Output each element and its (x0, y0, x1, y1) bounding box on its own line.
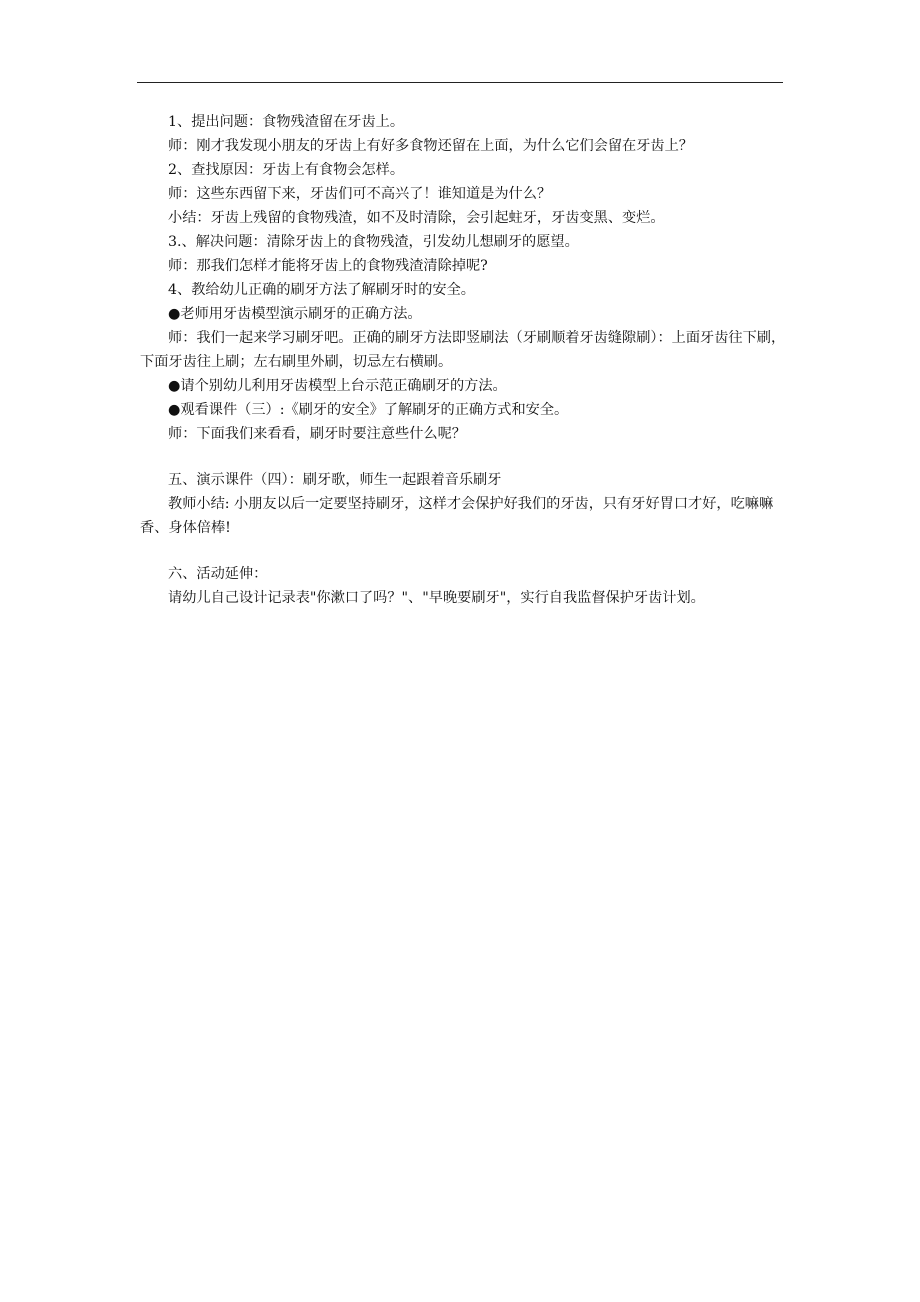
paragraph-bullet-demo: ●老师用牙齿模型演示刷牙的正确方法。 (168, 306, 422, 322)
section-heading-6: 六、活动延伸： (168, 566, 268, 582)
paragraph-teacher-question-1: 师：刚才我发现小朋友的牙齿上有好多食物还留在上面，为什么它们会留在牙齿上？ (168, 138, 693, 154)
paragraph-step-3: 3.、解决问题：清除牙齿上的食物残渣，引发幼儿想刷牙的愿望。 (168, 234, 579, 250)
paragraph-step-4: 4、教给幼儿正确的刷牙方法了解刷牙时的安全。 (168, 282, 475, 298)
paragraph-teacher-summary: 教师小结: 小朋友以后一定要坚持刷牙，这样才会保护好我们的牙齿，只有牙好胃口才好，吃嘛嘛香、身体倍棒! (140, 496, 774, 536)
paragraph-teacher-method: 师：我们一起来学习刷牙吧。正确的刷牙方法即竖刷法（牙刷顺着牙齿缝隙刷）：上面牙齿往下刷，下面牙齿往上刷；左右刷里外刷，切忌左右横刷。 (140, 330, 786, 370)
paragraph-summary-1: 小结：牙齿上残留的食物残渣，如不及时清除，会引起蛀牙，牙齿变黑、变烂。 (168, 210, 665, 226)
header-rule (137, 82, 783, 83)
section-gap (140, 540, 790, 562)
paragraph-bullet-courseware: ●观看课件（三）:《刷牙的安全》了解刷牙的正确方式和安全。 (168, 402, 569, 418)
paragraph-step-2: 2、查找原因：牙齿上有食物会怎样。 (168, 162, 405, 178)
section-gap (140, 446, 790, 468)
section-heading-5: 五、演示课件（四）：刷牙歌，师生一起跟着音乐刷牙 (168, 472, 502, 488)
paragraph-bullet-children: ●请个别幼儿利用牙齿模型上台示范正确刷牙的方法。 (168, 378, 507, 394)
paragraph-step-1: 1、提出问题：食物残渣留在牙齿上。 (168, 114, 405, 130)
document-body (140, 110, 790, 610)
paragraph-teacher-question-2: 师：这些东西留下来，牙齿们可不高兴了！谁知道是为什么？ (168, 186, 552, 202)
paragraph-extension: 请幼儿自己设计记录表"你漱口了吗？"、"早晚要刷牙"，实行自我监督保护牙齿计划。 (168, 590, 705, 606)
paragraph-teacher-question-4: 师：下面我们来看看，刷牙时要注意些什么呢？ (168, 426, 466, 442)
paragraph-teacher-question-3: 师：那我们怎样才能将牙齿上的食物残渣清除掉呢? (168, 258, 488, 274)
